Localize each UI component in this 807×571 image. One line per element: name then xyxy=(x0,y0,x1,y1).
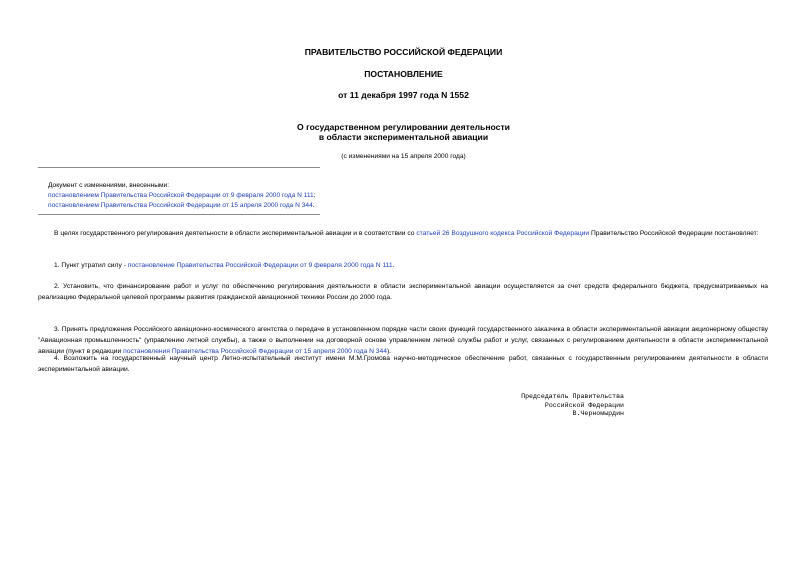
changes-box xyxy=(48,181,316,211)
changes-item-1-suffix: ; xyxy=(313,192,316,199)
paragraph-3-suffix: ). xyxy=(386,348,392,355)
changes-bottom-rule xyxy=(38,214,320,215)
amendment-link-2[interactable]: постановлением Правительства Российской Федерации от 15 апреля 2000 года N 344 xyxy=(48,202,313,209)
changes-item-2-suffix: . xyxy=(312,202,315,209)
air-code-article-link[interactable]: статьей 26 Воздушного кодекса Российской Федерации xyxy=(416,230,590,237)
paragraph-3-text: 3. Принять предложения Российского авиационно-космического агентства о передаче в установленном порядке части своих функций государственного заказчика в области экспериментальной авиации акционерному обществу "Авиационная промышленность" (управлению летной службы), а также о выполнении на договорной основе управлением летной службы работ и услуг, связанных с регулированием деятельности в области экспериментальной авиации (пункт в редакции xyxy=(38,326,768,355)
government-heading: ПРАВИТЕЛЬСТВО РОССИЙСКОЙ ФЕДЕРАЦИИ xyxy=(304,47,503,57)
changes-top-rule xyxy=(38,167,320,168)
preamble-text-after: Правительство Российской Федерации постановляет: xyxy=(589,230,759,237)
paragraph-1-suffix: . xyxy=(392,262,395,269)
paragraph-4: 4. Возложить на государственный научный центр Летно-испытательный институт имени М.М.Громова научно-методическое обеспечение работ, связанных с государственным регулированием деятельности в области экспериментальной авиации. xyxy=(38,355,768,373)
document-title-line1: О государственном регулировании деятельности xyxy=(297,122,510,132)
amendment-link-1[interactable]: постановлением Правительства Российской Федерации от 9 февраля 2000 года N 111 xyxy=(48,192,314,199)
repeal-link[interactable]: постановление Правительства Российской Федерации от 9 февраля 2000 года N 111 xyxy=(127,262,393,269)
document-title-line2: в области экспериментальной авиации xyxy=(318,132,489,142)
document-date-number: от 11 декабря 1997 года N 1552 xyxy=(338,90,469,100)
paragraph-1-text: 1. Пункт утратил силу - xyxy=(54,262,128,269)
document-type: ПОСТАНОВЛЕНИЕ xyxy=(364,69,443,79)
preamble-text: В целях государственного регулирования деятельности в области экспериментальной авиации и в соответствии со xyxy=(54,230,415,237)
signature-country: Российской Федерации xyxy=(544,401,624,409)
signature-name: В.Черномырдин xyxy=(572,410,624,417)
signature-title: Председатель Правительства xyxy=(521,393,624,400)
paragraph-1 xyxy=(38,260,768,271)
changes-item-1 xyxy=(48,191,316,201)
changes-intro: Документ с изменениями, внесенными: xyxy=(48,182,170,189)
paragraph-2: 2. Установить, что финансирование работ и услуг по обеспечению регулирования деятельности в области экспериментальной авиации осуществляется за счет средств федерального бюджета, предусматриваемых на реализацию Федеральной целевой программы развития гражданской авиационной техники России до 2000 года. xyxy=(38,283,768,301)
changes-item-2 xyxy=(48,201,316,211)
signature-block xyxy=(521,393,624,419)
revision-link[interactable]: постановления Правительства Российской Федерации от 15 апреля 2000 года N 344 xyxy=(123,348,387,355)
preamble-paragraph xyxy=(38,228,768,239)
revision-note: (с изменениями на 15 апреля 2000 года) xyxy=(341,153,466,160)
